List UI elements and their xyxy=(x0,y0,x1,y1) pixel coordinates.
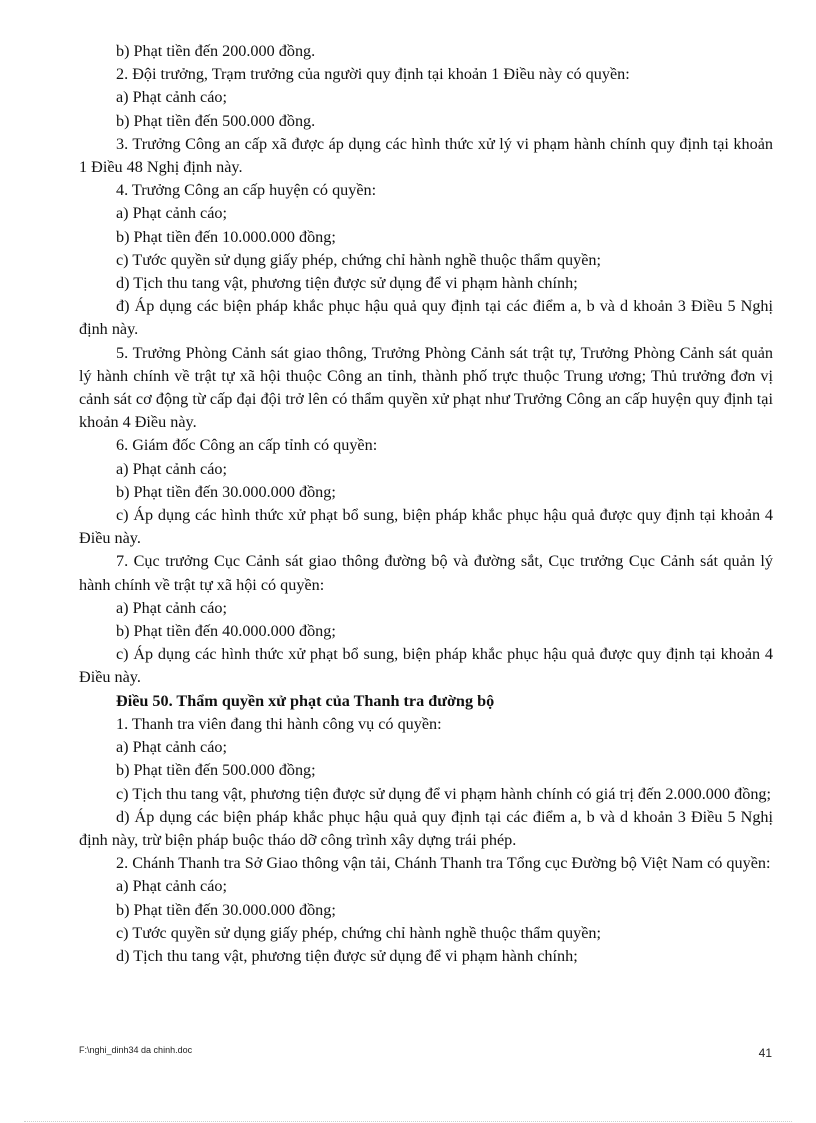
paragraph: 2. Chánh Thanh tra Sở Giao thông vận tải, Chánh Thanh tra Tổng cục Đường bộ Việt Nam có quyền: xyxy=(116,854,771,873)
paragraph: c) Áp dụng các hình thức xử phạt bổ sung, biện pháp khắc phục hậu quả được quy định tại khoản 4 Điều này. xyxy=(79,645,773,687)
paragraph: 6. Giám đốc Công an cấp tỉnh có quyền: xyxy=(116,436,378,455)
paragraph: b) Phạt tiền đến 30.000.000 đồng; xyxy=(116,482,336,501)
paragraph: b) Phạt tiền đến 30.000.000 đồng; xyxy=(116,900,336,919)
paragraph: 3. Trưởng Công an cấp xã được áp dụng các hình thức xử lý vi phạm hành chính quy định tại khoản 1 Điều 48 Nghị định này. xyxy=(79,134,773,177)
article-heading: Điều 50. Thẩm quyền xử phạt của Thanh tra đường bộ xyxy=(116,691,495,710)
paragraph: 5. Trưởng Phòng Cảnh sát giao thông, Trưởng Phòng Cảnh sát trật tự, Trưởng Phòng Cảnh sát quản lý hành chính về trật tự xã hội thuộc Công an tỉnh, thành phố trực thuộc Trung ương; Thủ trưởng đơn vị cảnh sát cơ động từ cấp đại đội trở lên có thẩm quyền xử phạt như Trưởng Công an cấp huyện quy định tại khoản 4 Điều này. xyxy=(79,343,773,432)
paragraph: c) Tước quyền sử dụng giấy phép, chứng chỉ hành nghề thuộc thẩm quyền; xyxy=(116,923,602,942)
paragraph: a) Phạt cảnh cáo; xyxy=(116,877,228,896)
page-bottom-divider xyxy=(24,1121,792,1122)
paragraph: a) Phạt cảnh cáo; xyxy=(116,738,228,757)
paragraph: 4. Trưởng Công an cấp huyện có quyền: xyxy=(116,181,377,200)
paragraph: b) Phạt tiền đến 40.000.000 đồng; xyxy=(116,622,336,641)
paragraph: c) Áp dụng các hình thức xử phạt bổ sung, biện pháp khắc phục hậu quả được quy định tại khoản 4 Điều này. xyxy=(79,506,773,548)
paragraph: a) Phạt cảnh cáo; xyxy=(116,598,228,617)
paragraph: b) Phạt tiền đến 500.000 đồng. xyxy=(116,111,316,130)
paragraph: a) Phạt cảnh cáo; xyxy=(116,88,228,107)
paragraph: b) Phạt tiền đến 200.000 đồng. xyxy=(116,42,316,60)
paragraph: 7. Cục trưởng Cục Cảnh sát giao thông đường bộ và đường sắt, Cục trưởng Cục Cảnh sát quản lý hành chính về trật tự xã hội có quyền: xyxy=(79,552,773,594)
paragraph: d) Tịch thu tang vật, phương tiện được sử dụng để vi phạm hành chính; xyxy=(116,274,578,293)
paragraph: a) Phạt cảnh cáo; xyxy=(116,459,228,478)
paragraph: đ) Áp dụng các biện pháp khắc phục hậu quả quy định tại các điểm a, b và d khoản 3 Điều 5 Nghị định này. xyxy=(79,297,773,339)
paragraph: 2. Đội trưởng, Trạm trưởng của người quy định tại khoản 1 Điều này có quyền: xyxy=(116,65,630,84)
page-number: 41 xyxy=(758,1046,772,1060)
paragraph: b) Phạt tiền đến 500.000 đồng; xyxy=(116,761,316,780)
paragraph: b) Phạt tiền đến 10.000.000 đồng; xyxy=(116,227,336,246)
paragraph: a) Phạt cảnh cáo; xyxy=(116,204,228,223)
footer-file-path: F:\nghi_dinh34 da chinh.doc xyxy=(79,1045,193,1055)
paragraph: c) Tước quyền sử dụng giấy phép, chứng chỉ hành nghề thuộc thẩm quyền; xyxy=(116,250,602,269)
paragraph: d) Tịch thu tang vật, phương tiện được sử dụng để vi phạm hành chính; xyxy=(116,946,578,965)
paragraph: c) Tịch thu tang vật, phương tiện được sử dụng để vi phạm hành chính có giá trị đến 2.000.000 đồng; xyxy=(116,784,772,803)
document-body xyxy=(79,40,773,968)
paragraph: d) Áp dụng các biện pháp khắc phục hậu quả quy định tại các điểm a, b và d khoản 3 Điều 5 Nghị định này, trừ biện pháp buộc tháo dỡ công trình xây dựng trái phép. xyxy=(79,807,773,849)
paragraph: 1. Thanh tra viên đang thi hành công vụ có quyền: xyxy=(116,714,442,733)
